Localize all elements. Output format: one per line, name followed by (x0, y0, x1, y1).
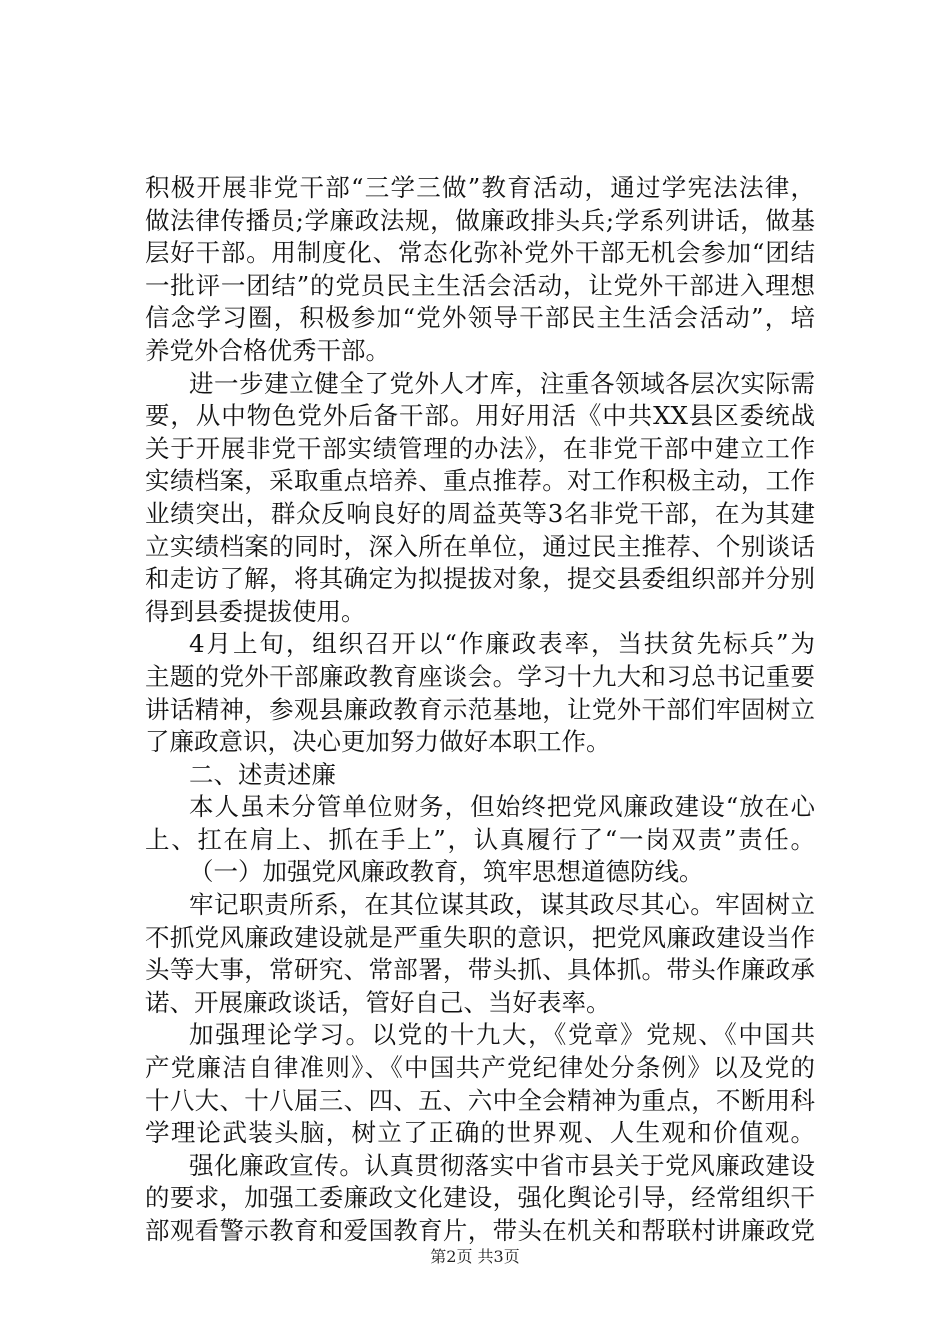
text-line: 进一步建立健全了党外人才库，注重各领域各层次实际需 (189, 368, 815, 398)
subsection-heading: （一）加强党风廉政教育，筑牢思想道德防线。 (189, 857, 704, 887)
text-line: 业绩突出，群众反响良好的周益英等3名非党干部，在为其建 (145, 498, 815, 528)
text-line: 牢记职责所系，在其位谋其政，谋其政尽其心。牢固树立 (189, 890, 815, 920)
text-line: 了廉政意识，决心更加努力做好本职工作。 (145, 727, 611, 757)
text-line: 和走访了解，将其确定为拟提拔对象，提交县委组织部并分别 (145, 564, 815, 594)
text-line: 的要求，加强工委廉政文化建设，强化舆论引导，经常组织干 (145, 1183, 815, 1213)
text-line: 强化廉政宣传。认真贯彻落实中省市县关于党风廉政建设 (189, 1150, 815, 1180)
text-line: 信念学习圈，积极参加“党外领导干部民主生活会活动”，培 (145, 303, 815, 333)
text-line: 产党廉洁自律准则》、《中国共产党纪律处分条例》以及党的 (145, 1053, 815, 1083)
text-line: 层好干部。用制度化、常态化弥补党外干部无机会参加“团结 (145, 238, 815, 268)
text-line: 加强理论学习。以党的十九大，《党章》党规、《中国共 (189, 1020, 815, 1050)
text-line: 一批评一团结”的党员民主生活会活动，让党外干部进入理想 (145, 270, 815, 300)
text-line: 4月上旬，组织召开以“作廉政表率，当扶贫先标兵”为 (189, 629, 815, 659)
text-line: 积极开展非党干部“三学三做”教育活动，通过学宪法法律， (145, 173, 815, 202)
text-line: 关于开展非党干部实绩管理的办法》，在非党干部中建立工作 (145, 433, 815, 463)
page-footer: 第2页 共3页 (430, 1247, 520, 1266)
text-line: 头等大事，常研究、常部署，带头抓、具体抓。带头作廉政承 (145, 955, 815, 985)
text-line: 讲话精神，参观县廉政教育示范基地，让党外干部们牢固树立 (145, 694, 815, 724)
text-line: 学理论武装头脑，树立了正确的世界观、人生观和价值观。 (145, 1118, 815, 1148)
text-line: 部观看警示教育和爱国教育片，带头在机关和帮联村讲廉政党 (145, 1216, 815, 1245)
text-line: 实绩档案，采取重点培养、重点推荐。对工作积极主动，工作 (145, 466, 815, 496)
text-line: 上、扛在肩上、抓在手上”，认真履行了“一岗双责”责任。 (145, 824, 815, 854)
text-line: 十八大、十八届三、四、五、六中全会精神为重点，不断用科 (145, 1085, 815, 1115)
text-line: 得到县委提拔使用。 (145, 596, 366, 626)
text-line: 主题的党外干部廉政教育座谈会。学习十九大和习总书记重要 (145, 661, 815, 691)
text-line: 诺、开展廉政谈话，管好自己、当好表率。 (145, 987, 611, 1017)
document-body (145, 172, 815, 1248)
text-line: 不抓党风廉政建设就是严重失职的意识，把党风廉政建设当作 (145, 922, 815, 952)
text-line: 立实绩档案的同时，深入所在单位，通过民主推荐、个别谈话 (145, 531, 815, 561)
section-heading: 二、述责述廉 (189, 759, 336, 789)
text-line: 要，从中物色党外后备干部。用好用活《中共XX县区委统战 (145, 401, 815, 431)
text-line: 养党外合格优秀干部。 (145, 335, 390, 365)
text-line: 做法律传播员;学廉政法规，做廉政排头兵;学系列讲话，做基 (145, 205, 815, 235)
text-line: 本人虽未分管单位财务，但始终把党风廉政建设“放在心 (189, 792, 815, 822)
